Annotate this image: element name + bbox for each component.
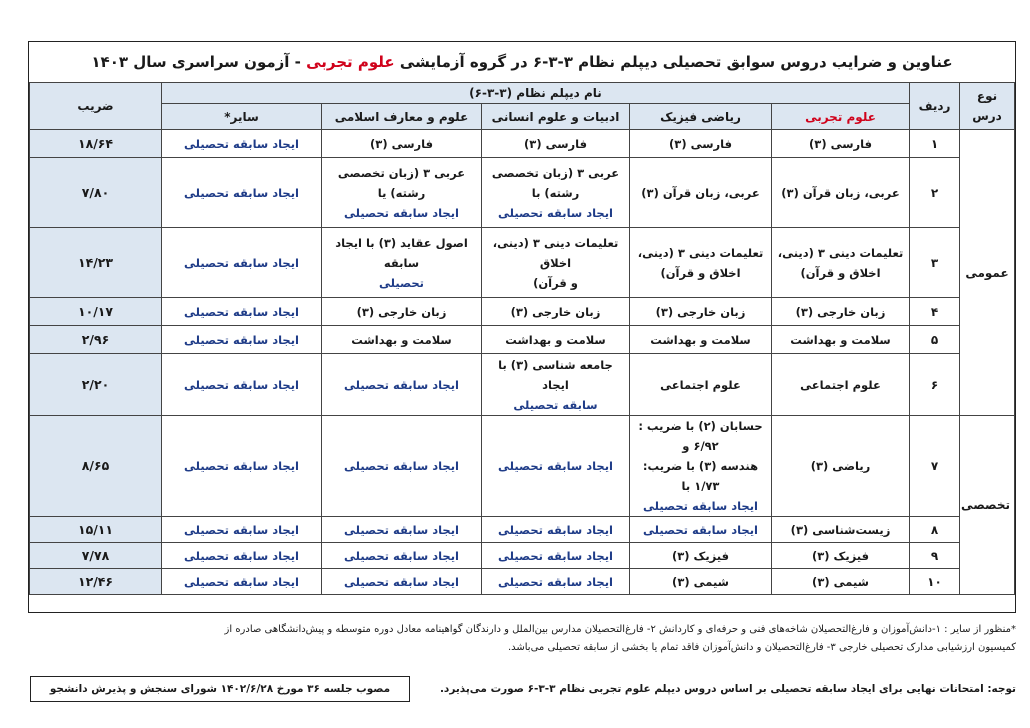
table-cell: ایجاد سابقه تحصیلی	[162, 228, 322, 298]
table-cell: ایجاد سابقه تحصیلی	[322, 543, 482, 569]
table-cell: زبان خارجی (۳)	[322, 298, 482, 326]
table-cell	[630, 228, 772, 298]
cell-line: عربی ۳ (زبان تخصصی رشته) یا	[337, 165, 466, 200]
table-cell: ایجاد سابقه تحصیلی	[162, 416, 322, 517]
header-diploma-name: نام دیپلم نظام (۳-۳-۶)	[162, 83, 910, 104]
table-cell: ایجاد سابقه تحصیلی	[322, 416, 482, 517]
table-cell: فیزیک (۳)	[630, 543, 772, 569]
coefficient-cell: ۱۴/۲۳	[30, 228, 162, 298]
table-cell: ایجاد سابقه تحصیلی	[162, 298, 322, 326]
coefficient-cell: ۱۰/۱۷	[30, 298, 162, 326]
cell-line: هندسه (۳) با ضریب: ۱/۷۳ با	[642, 459, 759, 493]
cell-line: اخلاق و قرآن)	[800, 265, 881, 280]
cell-line: تعلیمات دینی ۳ (دینی،	[777, 245, 904, 260]
row-number: ۷	[910, 416, 960, 517]
header-col-experimental: علوم تجربی	[772, 104, 910, 130]
coefficient-cell: ۱۸/۶۴	[30, 130, 162, 158]
table-row	[30, 326, 1015, 354]
row-number: ۴	[910, 298, 960, 326]
document-title	[29, 42, 1015, 83]
courses-table	[29, 82, 1015, 595]
column-header-row	[30, 104, 1015, 130]
table-cell: ایجاد سابقه تحصیلی	[162, 158, 322, 228]
course-type-general: عمومی	[960, 130, 1015, 416]
row-number: ۵	[910, 326, 960, 354]
header-col-humanities: ادبیات و علوم انسانی	[482, 104, 630, 130]
table-cell: زبان خارجی (۳)	[482, 298, 630, 326]
table-cell: زبان خارجی (۳)	[772, 298, 910, 326]
table-cell: ایجاد سابقه تحصیلی	[322, 569, 482, 595]
cell-line: اخلاق و قرآن)	[660, 265, 741, 280]
table-cell: شیمی (۳)	[772, 569, 910, 595]
cell-line: تعلیمات دینی ۳ (دینی، اخلاق	[492, 235, 619, 270]
cell-line: ایجاد سابقه تحصیلی	[498, 205, 613, 220]
table-row	[30, 354, 1015, 416]
table-cell	[772, 228, 910, 298]
table-row	[30, 228, 1015, 298]
table-cell: فیزیک (۳)	[772, 543, 910, 569]
coefficient-cell: ۲/۹۶	[30, 326, 162, 354]
table-cell: زیست‌شناسی (۳)	[772, 517, 910, 543]
table-row	[30, 298, 1015, 326]
table-cell: فارسی (۳)	[482, 130, 630, 158]
table-cell: فارسی (۳)	[630, 130, 772, 158]
table-cell: ایجاد سابقه تحصیلی	[162, 543, 322, 569]
document-frame	[28, 41, 1016, 613]
table-row	[30, 158, 1015, 228]
table-cell: علوم اجتماعی	[630, 354, 772, 416]
cell-line: تعلیمات دینی ۳ (دینی،	[637, 245, 764, 260]
note-line-1: *منظور از سایر : ۱-دانش‌آموزان و فارغ‌التحصیلان شاخه‌های فنی و حرفه‌ای و کاردانش ۲- فارغ‌التحصیلان مدارس بین‌الملل و دارندگان گواهینامه معادل دوره متوسطه و پیش‌دانشگاهی صادره از	[224, 624, 1016, 635]
table-row	[30, 416, 1015, 517]
table-cell: ایجاد سابقه تحصیلی	[162, 326, 322, 354]
header-course-type: نوع درس	[960, 83, 1015, 130]
table-cell: سلامت و بهداشت	[772, 326, 910, 354]
coefficient-cell: ۷/۸۰	[30, 158, 162, 228]
table-cell	[482, 354, 630, 416]
cell-line: حسابان (۲) با ضریب : ۶/۹۲ و	[638, 419, 763, 453]
row-number: ۳	[910, 228, 960, 298]
table-cell: ایجاد سابقه تحصیلی	[482, 543, 630, 569]
table-cell: فارسی (۳)	[772, 130, 910, 158]
table-cell: ریاضی (۳)	[772, 416, 910, 517]
table-cell: ایجاد سابقه تحصیلی	[322, 517, 482, 543]
cell-line: عربی ۳ (زبان تخصصی رشته) با	[491, 165, 620, 200]
cell-line: تحصیلی	[379, 275, 424, 290]
table-row	[30, 130, 1015, 158]
table-cell: عربی، زبان قرآن (۳)	[772, 158, 910, 228]
table-cell: علوم اجتماعی	[772, 354, 910, 416]
cell-line: ایجاد سابقه تحصیلی	[344, 205, 459, 220]
table-cell: عربی، زبان قرآن (۳)	[630, 158, 772, 228]
cell-line: ایجاد سابقه تحصیلی	[643, 499, 758, 513]
table-cell: ایجاد سابقه تحصیلی	[482, 517, 630, 543]
coefficient-cell: ۷/۷۸	[30, 543, 162, 569]
coefficient-cell: ۸/۶۵	[30, 416, 162, 517]
row-number: ۱	[910, 130, 960, 158]
header-col-other: سایر*	[162, 104, 322, 130]
header-col-math-physics: ریاضی فیزیک	[630, 104, 772, 130]
table-cell	[482, 228, 630, 298]
row-number: ۱۰	[910, 569, 960, 595]
coefficient-cell: ۲/۲۰	[30, 354, 162, 416]
table-cell	[630, 416, 772, 517]
coefficient-cell: ۱۲/۴۶	[30, 569, 162, 595]
table-cell: سلامت و بهداشت	[482, 326, 630, 354]
table-cell: ایجاد سابقه تحصیلی	[630, 517, 772, 543]
table-cell: ایجاد سابقه تحصیلی	[162, 569, 322, 595]
table-cell: ایجاد سابقه تحصیلی	[482, 416, 630, 517]
cell-line: اصول عقاید (۳) با ایجاد سابقه	[335, 235, 468, 270]
header-coefficient: ضریب	[30, 83, 162, 130]
cell-line: جامعه شناسی (۳) با ایجاد	[498, 357, 613, 392]
row-number: ۶	[910, 354, 960, 416]
table-cell: زبان خارجی (۳)	[630, 298, 772, 326]
table-cell: شیمی (۳)	[630, 569, 772, 595]
table-cell: ایجاد سابقه تحصیلی	[482, 569, 630, 595]
course-type-specialized: تخصصی	[960, 416, 1015, 595]
table-cell: سلامت و بهداشت	[322, 326, 482, 354]
row-number: ۹	[910, 543, 960, 569]
notes	[28, 621, 1016, 657]
title-part1: عناوین و ضرایب دروس سوابق تحصیلی دیپلم نظام ۳-۳-۶ در گروه آزمایشی	[399, 53, 953, 71]
table-cell: ایجاد سابقه تحصیلی	[162, 354, 322, 416]
footnote: توجه: امتحانات نهایی برای ایجاد سابقه تحصیلی بر اساس دروس دیپلم علوم تجربی نظام ۳-۳-۶ صورت می‌پذیرد.	[439, 683, 1016, 695]
header-col-islamic: علوم و معارف اسلامی	[322, 104, 482, 130]
header-row: ردیف	[910, 83, 960, 130]
table-row	[30, 517, 1015, 543]
cell-line: سابقه تحصیلی	[513, 397, 598, 412]
cell-line: و قرآن)	[533, 275, 578, 290]
note-line-2: کمیسیون ارزشیابی مدارک تحصیلی خارجی ۳- فارغ‌التحصیلان و دانش‌آموزان فاقد تمام یا بخشی از سابقه تحصیلی می‌باشد.	[507, 642, 1016, 653]
table-cell: ایجاد سابقه تحصیلی	[162, 130, 322, 158]
row-number: ۸	[910, 517, 960, 543]
approval-box: مصوب جلسه ۳۶ مورخ ۱۴۰۲/۶/۲۸ شورای سنجش و پذیرش دانشجو	[30, 676, 410, 702]
coefficient-cell: ۱۵/۱۱	[30, 517, 162, 543]
table-cell: ایجاد سابقه تحصیلی	[162, 517, 322, 543]
table-cell	[482, 158, 630, 228]
row-number: ۲	[910, 158, 960, 228]
table-cell: فارسی (۳)	[322, 130, 482, 158]
table-row	[30, 543, 1015, 569]
table-row	[30, 569, 1015, 595]
title-part2: - آزمون سراسری سال ۱۴۰۳	[91, 53, 301, 71]
table-cell: ایجاد سابقه تحصیلی	[322, 354, 482, 416]
table-cell	[322, 158, 482, 228]
table-cell	[322, 228, 482, 298]
title-highlight: علوم تجربی	[306, 53, 395, 71]
table-cell: سلامت و بهداشت	[630, 326, 772, 354]
